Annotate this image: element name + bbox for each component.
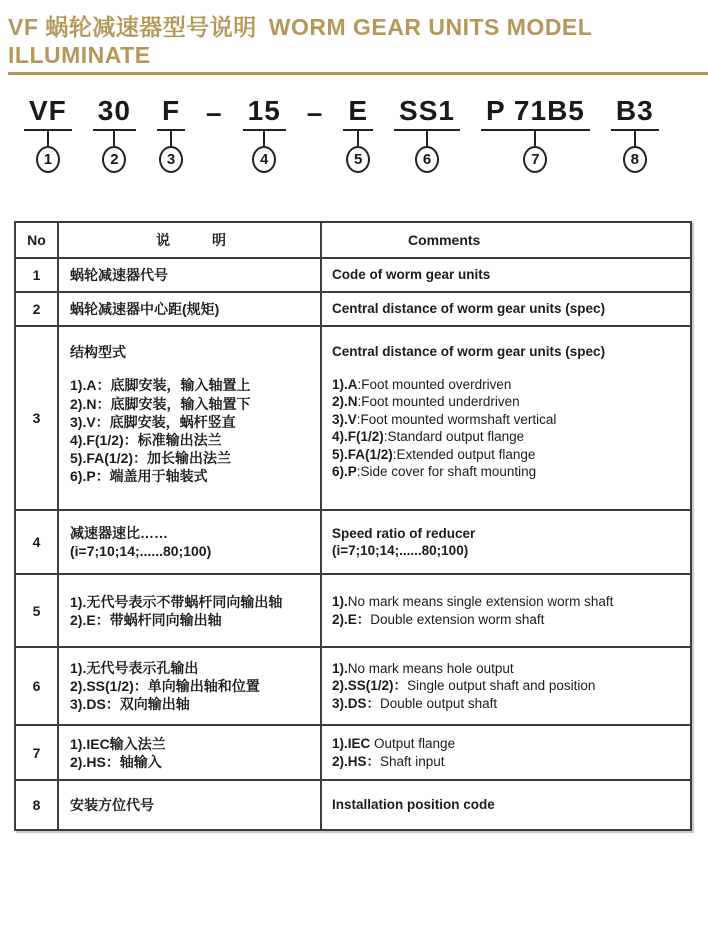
number-badge-7: 7 — [523, 146, 547, 173]
row-description-cn: 蜗轮减速器代号 — [59, 259, 322, 291]
table-row-7 — [16, 726, 690, 781]
number-badge-1: 1 — [36, 146, 60, 173]
connector-line — [426, 131, 428, 146]
table-row-2 — [16, 293, 690, 327]
row-description-cn: 1).无代号表示不带蜗杆同向输出轴 2).E：带蜗杆同向输出轴 — [59, 575, 322, 646]
number-badge-3: 3 — [159, 146, 183, 173]
row-comments-en: Central distance of worm gear units (spec) 1).A:Foot mounted overdriven 2).N:Foot mounted underdriven 3).V:Foot mounted wormshaft vertical 4).F(1/2):Standard output flange 5).FA(1/2):Extended output flange 6).P:Side cover for shaft mounting — [332, 344, 606, 480]
table-row-6 — [16, 648, 690, 726]
connector-line — [263, 131, 265, 146]
table-header-row — [16, 223, 690, 259]
row-number: 7 — [16, 726, 59, 779]
row-number: 3 — [16, 327, 59, 509]
row-comments-en: 1).No mark means single extension worm shaft 2).E：Double extension worm shaft — [332, 594, 614, 627]
row-number: 8 — [16, 781, 59, 829]
model-segment-text: F — [157, 97, 185, 131]
number-badge-5: 5 — [346, 146, 370, 173]
dash-separator: – — [306, 97, 323, 129]
page-title-english: WORM GEAR UNITS MODEL ILLUMINATE — [8, 14, 592, 68]
row-comments-en: Code of worm gear units — [332, 267, 491, 283]
model-segment-text: E — [343, 97, 373, 131]
table-row-5 — [16, 575, 690, 648]
row-description-cn: 安装方位代号 — [59, 781, 322, 829]
model-segment-8 — [611, 97, 659, 173]
model-segment-3 — [157, 97, 185, 173]
model-segment-text: P 71B5 — [481, 97, 590, 131]
row-number: 2 — [16, 293, 59, 325]
model-segment-text: 30 — [93, 97, 136, 131]
dash-separator: – — [206, 97, 222, 129]
page-title-chinese: VF 蜗轮减速器型号说明 — [8, 14, 257, 40]
model-segment-1 — [24, 97, 72, 173]
row-number: 1 — [16, 259, 59, 291]
table-row-1 — [16, 259, 690, 293]
row-comments-en: Installation position code — [332, 797, 495, 813]
model-segment-5 — [343, 97, 373, 173]
connector-line — [170, 131, 172, 146]
header-description: 说 明 — [59, 223, 322, 257]
row-number: 6 — [16, 648, 59, 724]
table-row-4 — [16, 511, 690, 575]
row-number: 4 — [16, 511, 59, 573]
model-segment-7 — [481, 97, 590, 173]
spec-table — [14, 221, 692, 831]
model-segment-text: SS1 — [394, 97, 460, 131]
row-description-cn: 蜗轮减速器中心距(规矩) — [59, 293, 322, 325]
row-number: 5 — [16, 575, 59, 646]
model-segment-text: VF — [24, 97, 72, 131]
connector-line — [47, 131, 49, 146]
row-description-cn: 减速器速比…… (i=7;10;14;......80;100) — [59, 511, 322, 573]
number-badge-8: 8 — [623, 146, 647, 173]
table-row-8 — [16, 781, 690, 829]
model-segment-text: 15 — [243, 97, 286, 131]
row-comments-en: Speed ratio of reducer (i=7;10;14;......80;100) — [332, 525, 476, 559]
model-segment-2 — [93, 97, 136, 173]
row-comments-en: Central distance of worm gear units (spec) — [332, 301, 606, 317]
number-badge-6: 6 — [415, 146, 439, 173]
connector-line — [113, 131, 115, 146]
row-description-cn: 结构型式 1).A：底脚安装，输入轴置上 2).N：底脚安装，输入轴置下 3).V：底脚安装，蜗杆竖直 4).F(1/2)：标准输出法兰 5).FA(1/2)：加长输出法兰 6).P：端盖用于轴装式 — [59, 327, 322, 509]
connector-line — [357, 131, 359, 146]
number-badge-4: 4 — [252, 146, 276, 173]
connector-line — [634, 131, 636, 146]
model-code-diagram — [0, 97, 708, 173]
model-segment-6 — [394, 97, 460, 173]
page-title — [8, 14, 708, 75]
model-segment-4 — [243, 97, 286, 173]
row-description-cn: 1).无代号表示孔输出 2).SS(1/2)：单向输出轴和位置 3).DS：双向输出轴 — [59, 648, 322, 724]
header-comments: Comments — [408, 232, 481, 249]
row-comments-en: 1).No mark means hole output 2).SS(1/2)：Single output shaft and position 3).DS：Double output shaft — [332, 660, 596, 711]
number-badge-2: 2 — [102, 146, 126, 173]
model-segment-text: B3 — [611, 97, 659, 131]
connector-line — [534, 131, 536, 146]
row-comments-en: 1).IEC Output flange 2).HS：Shaft input — [332, 736, 456, 769]
table-row-3 — [16, 327, 690, 511]
row-description-cn: 1).IEC输入法兰 2).HS：轴输入 — [59, 726, 322, 779]
header-no: No — [16, 223, 59, 257]
